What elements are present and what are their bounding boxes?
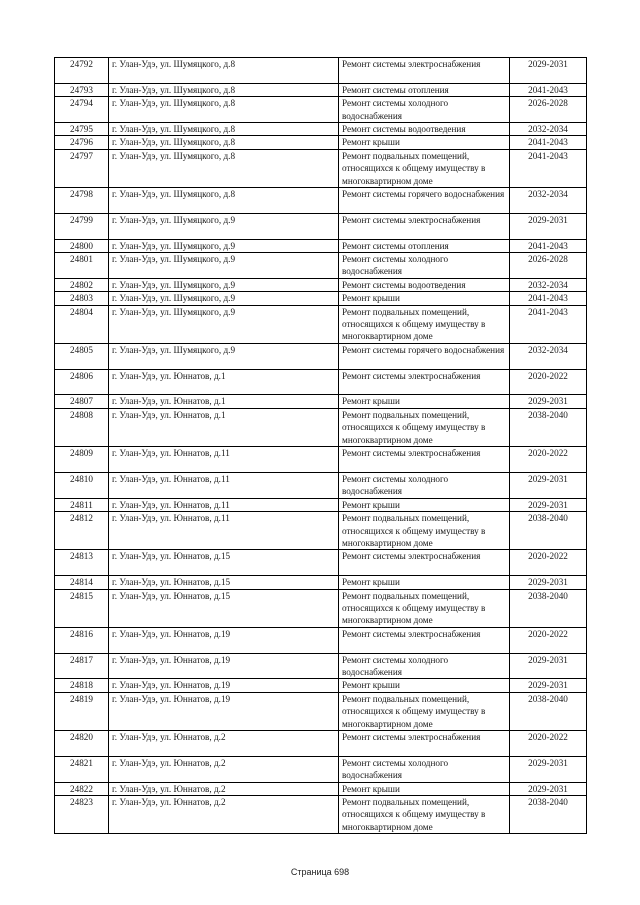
row-work-type: Ремонт системы холодного водоснабжения	[339, 653, 510, 679]
row-work-type: Ремонт системы электроснабжения	[339, 213, 510, 239]
table-row	[55, 498, 587, 511]
row-number: 24794	[55, 97, 109, 123]
row-work-type: Ремонт системы электроснабжения	[339, 550, 510, 576]
table-row	[55, 253, 587, 279]
row-address: г. Улан-Удэ, ул. Юннатов, д.1	[109, 395, 339, 408]
row-work-type: Ремонт системы холодного водоснабжения	[339, 97, 510, 123]
row-work-type: Ремонт системы отопления	[339, 83, 510, 96]
row-period: 2029-2031	[510, 782, 587, 795]
row-address: г. Улан-Удэ, ул. Юннатов, д.2	[109, 756, 339, 782]
row-address: г. Улан-Удэ, ул. Юннатов, д.1	[109, 369, 339, 395]
row-period: 2029-2031	[510, 679, 587, 692]
row-number: 24796	[55, 136, 109, 149]
row-number: 24816	[55, 627, 109, 653]
row-address: г. Улан-Удэ, ул. Шумяцкого, д.8	[109, 123, 339, 136]
table-row	[55, 395, 587, 408]
row-number: 24814	[55, 576, 109, 589]
row-period: 2038-2040	[510, 512, 587, 550]
row-address: г. Улан-Удэ, ул. Юннатов, д.11	[109, 447, 339, 473]
row-address: г. Улан-Удэ, ул. Шумяцкого, д.8	[109, 83, 339, 96]
row-work-type: Ремонт системы электроснабжения	[339, 447, 510, 473]
row-period: 2029-2031	[510, 472, 587, 498]
table-row	[55, 782, 587, 795]
row-address: г. Улан-Удэ, ул. Юннатов, д.2	[109, 782, 339, 795]
row-address: г. Улан-Удэ, ул. Шумяцкого, д.8	[109, 58, 339, 84]
table-row	[55, 731, 587, 757]
table-row	[55, 627, 587, 653]
row-address: г. Улан-Удэ, ул. Шумяцкого, д.9	[109, 239, 339, 252]
row-address: г. Улан-Удэ, ул. Шумяцкого, д.8	[109, 97, 339, 123]
row-number: 24819	[55, 692, 109, 730]
row-work-type: Ремонт подвальных помещений, относящихся к общему имуществу в многоквартирном доме	[339, 796, 510, 834]
row-period: 2020-2022	[510, 369, 587, 395]
row-number: 24803	[55, 292, 109, 305]
table-row	[55, 512, 587, 550]
row-work-type: Ремонт подвальных помещений, относящихся к общему имуществу в многоквартирном доме	[339, 408, 510, 446]
table-row	[55, 343, 587, 369]
row-work-type: Ремонт крыши	[339, 292, 510, 305]
row-work-type: Ремонт подвальных помещений, относящихся к общему имуществу в многоквартирном доме	[339, 149, 510, 187]
row-work-type: Ремонт системы водоотведения	[339, 123, 510, 136]
row-address: г. Улан-Удэ, ул. Шумяцкого, д.9	[109, 278, 339, 291]
works-table	[54, 57, 587, 834]
row-work-type: Ремонт подвальных помещений, относящихся к общему имуществу в многоквартирном доме	[339, 512, 510, 550]
row-period: 2038-2040	[510, 408, 587, 446]
row-address: г. Улан-Удэ, ул. Шумяцкого, д.8	[109, 136, 339, 149]
row-work-type: Ремонт системы электроснабжения	[339, 731, 510, 757]
row-number: 24817	[55, 653, 109, 679]
row-period: 2032-2034	[510, 343, 587, 369]
row-period: 2020-2022	[510, 731, 587, 757]
row-work-type: Ремонт крыши	[339, 576, 510, 589]
table-row	[55, 408, 587, 446]
row-number: 24809	[55, 447, 109, 473]
row-period: 2041-2043	[510, 239, 587, 252]
row-address: г. Улан-Удэ, ул. Юннатов, д.15	[109, 550, 339, 576]
row-period: 2029-2031	[510, 576, 587, 589]
row-number: 24807	[55, 395, 109, 408]
row-period: 2026-2028	[510, 253, 587, 279]
row-work-type: Ремонт системы электроснабжения	[339, 627, 510, 653]
table-row	[55, 149, 587, 187]
row-period: 2041-2043	[510, 83, 587, 96]
row-work-type: Ремонт системы горячего водоснабжения	[339, 343, 510, 369]
row-period: 2032-2034	[510, 278, 587, 291]
row-work-type: Ремонт подвальных помещений, относящихся к общему имуществу в многоквартирном доме	[339, 589, 510, 627]
row-work-type: Ремонт системы водоотведения	[339, 278, 510, 291]
row-number: 24792	[55, 58, 109, 84]
row-period: 2041-2043	[510, 292, 587, 305]
row-work-type: Ремонт системы холодного водоснабжения	[339, 756, 510, 782]
row-address: г. Улан-Удэ, ул. Юннатов, д.11	[109, 472, 339, 498]
row-address: г. Улан-Удэ, ул. Юннатов, д.2	[109, 731, 339, 757]
row-number: 24793	[55, 83, 109, 96]
table-row	[55, 369, 587, 395]
row-period: 2029-2031	[510, 395, 587, 408]
row-number: 24822	[55, 782, 109, 795]
row-address: г. Улан-Удэ, ул. Юннатов, д.11	[109, 498, 339, 511]
row-work-type: Ремонт системы холодного водоснабжения	[339, 253, 510, 279]
row-number: 24820	[55, 731, 109, 757]
row-number: 24810	[55, 472, 109, 498]
table-row	[55, 278, 587, 291]
row-number: 24800	[55, 239, 109, 252]
row-period: 2032-2034	[510, 188, 587, 214]
row-number: 24821	[55, 756, 109, 782]
table-row	[55, 679, 587, 692]
row-period: 2020-2022	[510, 550, 587, 576]
row-number: 24811	[55, 498, 109, 511]
row-period: 2029-2031	[510, 58, 587, 84]
table-row	[55, 292, 587, 305]
row-number: 24813	[55, 550, 109, 576]
table-row	[55, 692, 587, 730]
table-row	[55, 576, 587, 589]
row-address: г. Улан-Удэ, ул. Юннатов, д.15	[109, 576, 339, 589]
row-address: г. Улан-Удэ, ул. Юннатов, д.19	[109, 679, 339, 692]
row-period: 2038-2040	[510, 589, 587, 627]
table-row	[55, 472, 587, 498]
row-address: г. Улан-Удэ, ул. Шумяцкого, д.9	[109, 343, 339, 369]
row-period: 2029-2031	[510, 498, 587, 511]
row-address: г. Улан-Удэ, ул. Юннатов, д.19	[109, 653, 339, 679]
row-number: 24812	[55, 512, 109, 550]
row-work-type: Ремонт подвальных помещений, относящихся к общему имуществу в многоквартирном доме	[339, 692, 510, 730]
row-number: 24808	[55, 408, 109, 446]
row-period: 2041-2043	[510, 305, 587, 343]
row-number: 24805	[55, 343, 109, 369]
table-row	[55, 213, 587, 239]
row-number: 24801	[55, 253, 109, 279]
row-address: г. Улан-Удэ, ул. Юннатов, д.1	[109, 408, 339, 446]
row-number: 24804	[55, 305, 109, 343]
row-period: 2038-2040	[510, 692, 587, 730]
row-period: 2038-2040	[510, 796, 587, 834]
row-address: г. Улан-Удэ, ул. Юннатов, д.2	[109, 796, 339, 834]
row-number: 24795	[55, 123, 109, 136]
row-address: г. Улан-Удэ, ул. Шумяцкого, д.9	[109, 292, 339, 305]
row-period: 2032-2034	[510, 123, 587, 136]
row-work-type: Ремонт крыши	[339, 498, 510, 511]
row-number: 24799	[55, 213, 109, 239]
works-table-body	[55, 58, 587, 834]
table-row	[55, 239, 587, 252]
row-period: 2029-2031	[510, 213, 587, 239]
row-work-type: Ремонт системы электроснабжения	[339, 369, 510, 395]
row-period: 2020-2022	[510, 447, 587, 473]
row-work-type: Ремонт крыши	[339, 679, 510, 692]
row-work-type: Ремонт подвальных помещений, относящихся к общему имуществу в многоквартирном доме	[339, 305, 510, 343]
row-number: 24806	[55, 369, 109, 395]
row-address: г. Улан-Удэ, ул. Шумяцкого, д.8	[109, 149, 339, 187]
table-row	[55, 188, 587, 214]
row-address: г. Улан-Удэ, ул. Юннатов, д.19	[109, 692, 339, 730]
row-work-type: Ремонт крыши	[339, 136, 510, 149]
row-number: 24823	[55, 796, 109, 834]
table-row	[55, 550, 587, 576]
row-number: 24818	[55, 679, 109, 692]
row-address: г. Улан-Удэ, ул. Шумяцкого, д.8	[109, 188, 339, 214]
row-number: 24815	[55, 589, 109, 627]
table-row	[55, 97, 587, 123]
row-address: г. Улан-Удэ, ул. Юннатов, д.19	[109, 627, 339, 653]
row-number: 24798	[55, 188, 109, 214]
row-work-type: Ремонт крыши	[339, 782, 510, 795]
row-period: 2029-2031	[510, 653, 587, 679]
table-row	[55, 83, 587, 96]
row-period: 2041-2043	[510, 149, 587, 187]
row-address: г. Улан-Удэ, ул. Юннатов, д.11	[109, 512, 339, 550]
row-work-type: Ремонт системы горячего водоснабжения	[339, 188, 510, 214]
table-row	[55, 58, 587, 84]
page-number: Страница 698	[290, 867, 350, 877]
table-row	[55, 653, 587, 679]
table-row	[55, 589, 587, 627]
table-row	[55, 136, 587, 149]
table-row	[55, 447, 587, 473]
row-period: 2029-2031	[510, 756, 587, 782]
row-number: 24797	[55, 149, 109, 187]
row-work-type: Ремонт системы холодного водоснабжения	[339, 472, 510, 498]
row-period: 2026-2028	[510, 97, 587, 123]
row-work-type: Ремонт системы отопления	[339, 239, 510, 252]
table-row	[55, 305, 587, 343]
row-address: г. Улан-Удэ, ул. Шумяцкого, д.9	[109, 253, 339, 279]
row-period: 2041-2043	[510, 136, 587, 149]
table-row	[55, 796, 587, 834]
row-address: г. Улан-Удэ, ул. Юннатов, д.15	[109, 589, 339, 627]
row-work-type: Ремонт крыши	[339, 395, 510, 408]
row-work-type: Ремонт системы электроснабжения	[339, 58, 510, 84]
row-address: г. Улан-Удэ, ул. Шумяцкого, д.9	[109, 213, 339, 239]
table-row	[55, 756, 587, 782]
row-number: 24802	[55, 278, 109, 291]
row-address: г. Улан-Удэ, ул. Шумяцкого, д.9	[109, 305, 339, 343]
table-row	[55, 123, 587, 136]
row-period: 2020-2022	[510, 627, 587, 653]
